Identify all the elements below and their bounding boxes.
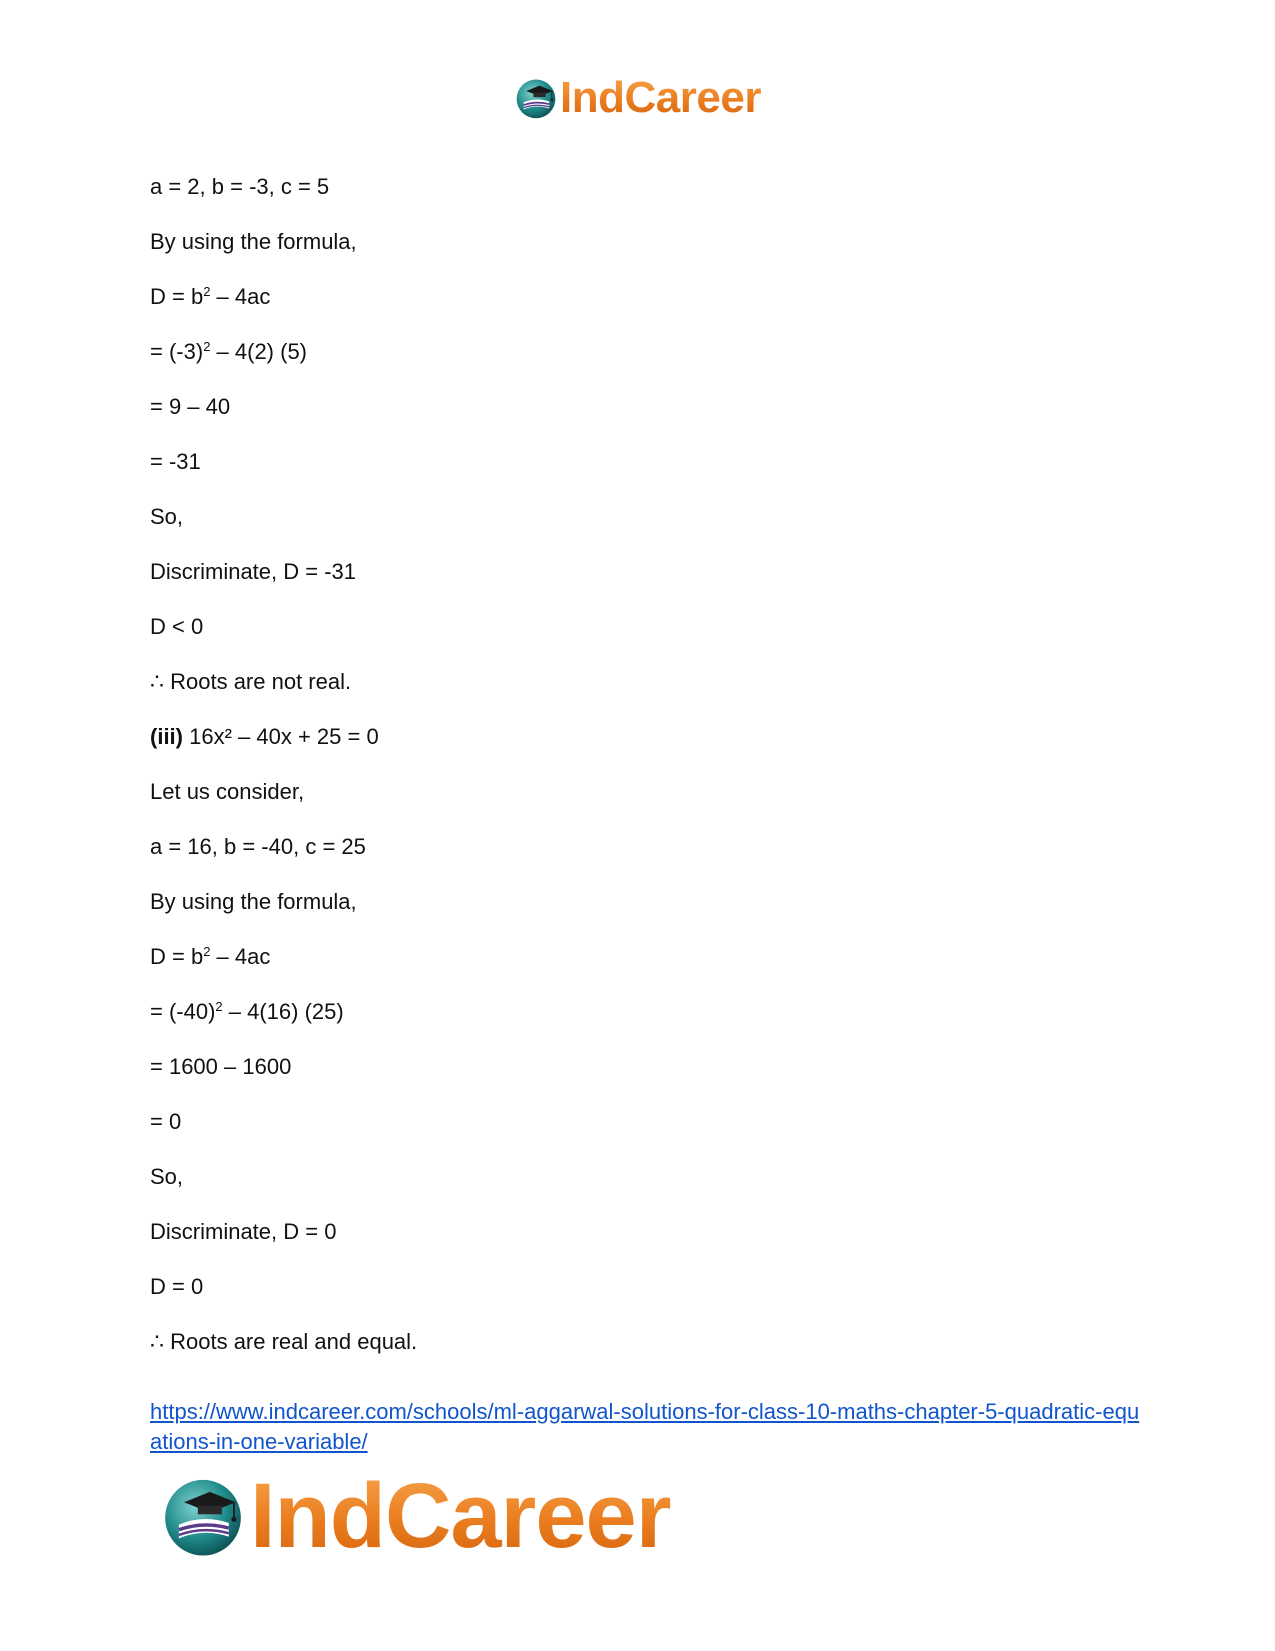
source-link[interactable]: https://www.indcareer.com/schools/ml-aggarwal-solutions-for-class-10-maths-chapter-5-quadratic-equations-in-one-variable/	[150, 1399, 1140, 1454]
solution-content	[150, 174, 1150, 1384]
text-line: = 0	[150, 1109, 182, 1134]
text-line: = -31	[150, 449, 201, 474]
indcareer-logo	[160, 1465, 671, 1567]
superscript: 2	[203, 944, 211, 959]
text-line: By using the formula,	[150, 889, 357, 914]
indcareer-logo	[514, 73, 761, 122]
formula-line: $D = b^2 - 4ac$	[150, 944, 271, 969]
text-line: a = 16, b = -40, c = 25	[150, 834, 366, 859]
conclusion-line: ∴ Roots are not real.	[150, 669, 352, 694]
graduation-cap-book-globe-icon	[160, 1473, 246, 1559]
question-number: (iii)	[150, 724, 183, 749]
graduation-cap-book-globe-icon	[514, 76, 558, 120]
text-line: = 9 – 40	[150, 394, 231, 419]
formula-line: = $(-40)^2 - 4(16)$ (25)	[150, 999, 344, 1024]
question-line: (iii) 16x² – 40x + 25 = 0	[150, 724, 379, 749]
text-line: Discriminate, D = -31	[150, 559, 357, 584]
superscript: 2	[203, 284, 211, 299]
text-line: So,	[150, 504, 184, 529]
conclusion-line: ∴ Roots are real and equal.	[150, 1329, 418, 1354]
text-line: So,	[150, 1164, 184, 1189]
formula-line: $D = b^2 - 4ac$	[150, 284, 271, 309]
text-line: By using the formula,	[150, 229, 357, 254]
text-line: D < 0	[150, 614, 204, 639]
header-logo	[0, 73, 1275, 122]
text-line: Let us consider,	[150, 779, 305, 804]
text-line: Discriminate, D = 0	[150, 1219, 337, 1244]
text-line: = 1600 – 1600	[150, 1054, 292, 1079]
footer-logo	[160, 1465, 671, 1567]
text-line: a = 2, b = -3, c = 5	[150, 174, 330, 199]
superscript: 2	[203, 339, 211, 354]
formula-line: = $(-3)^2 - 4(2)$ (5)	[150, 339, 308, 364]
superscript: 2	[215, 999, 223, 1014]
logo-text: IndCareer	[560, 73, 761, 122]
text-line: D = 0	[150, 1274, 204, 1299]
logo-text: IndCareer	[250, 1465, 671, 1567]
